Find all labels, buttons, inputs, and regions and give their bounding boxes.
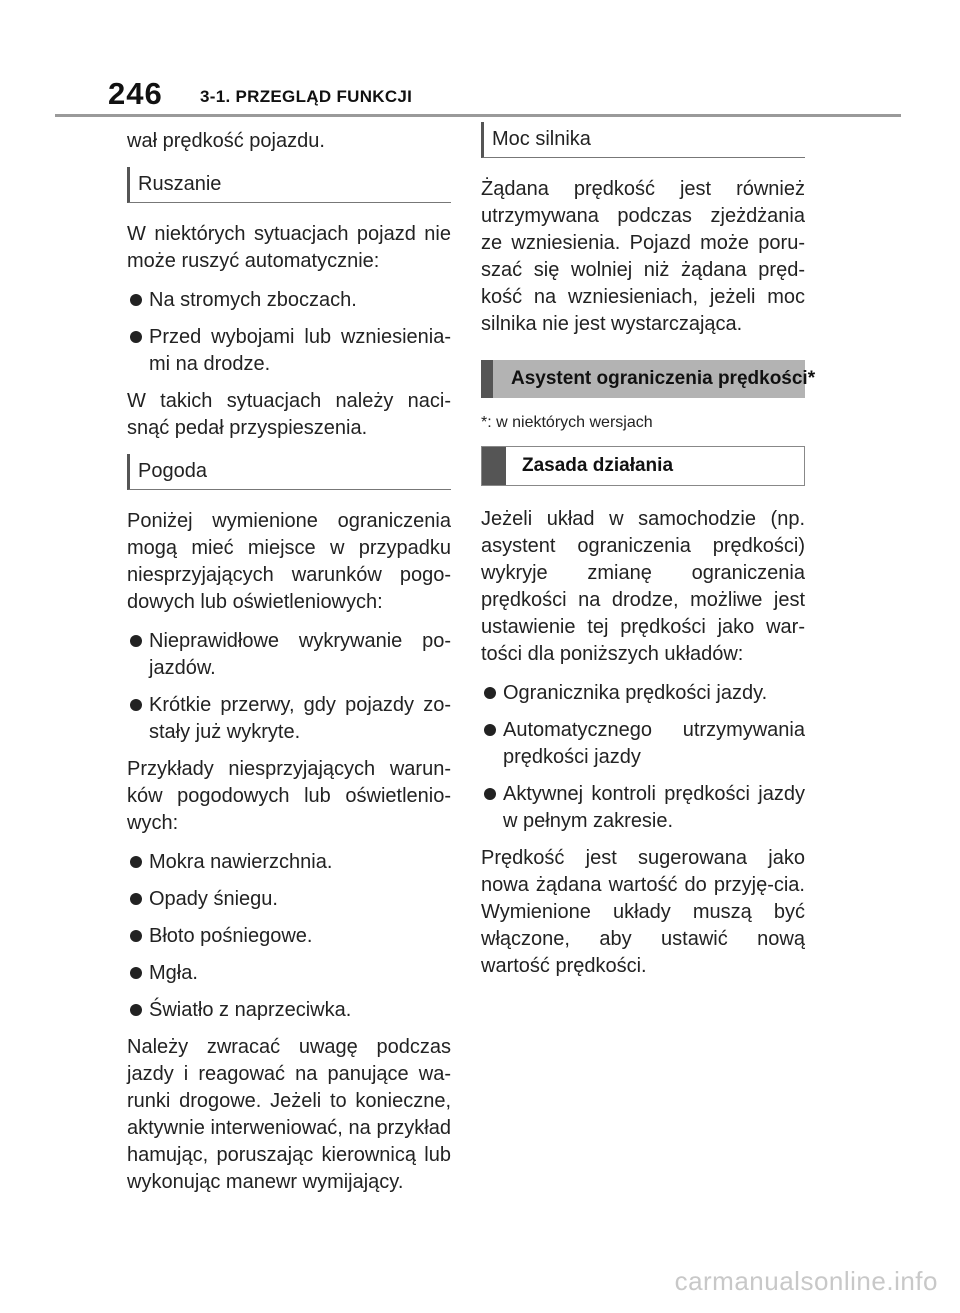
header-rule — [55, 114, 901, 117]
list-item-text: Automatycznego utrzymywania prędkości jazdy — [503, 719, 805, 768]
list-item — [481, 680, 805, 707]
box-heading-text: Zasada działania — [522, 455, 674, 476]
bullet-icon — [130, 294, 142, 306]
principle-text: Jeżeli układ w samochodzie (np. asystent ograniczenia prędkości) wykryje zmianę ograniczenia prędkości na drodze, możliwe jest ustawienie tej prędkości jako war-tości dla poniższych układów: — [481, 508, 805, 665]
bullet-icon — [130, 635, 142, 647]
list-item — [127, 923, 451, 950]
list-item — [127, 886, 451, 913]
list-item-text: Na stromych zboczach. — [149, 289, 357, 311]
list-item-text: Światło z naprzeciwka. — [149, 999, 352, 1021]
section-heading-text: Asystent ograniczenia prędkości* — [511, 368, 816, 389]
closing-text-right: Prędkość jest sugerowana jako nowa żądana wartość do przyję-cia. Wymienione układy muszą być włączone, aby ustawić nową wartość prędkości. — [481, 847, 805, 977]
footnote: *: w niektórych wersjach — [481, 414, 653, 431]
list-item — [127, 628, 451, 682]
list-item-text: Opady śniegu. — [149, 888, 278, 910]
list-item — [481, 717, 805, 771]
subhead-weather: Pogoda — [127, 454, 451, 490]
section-heading — [481, 360, 816, 398]
list-item — [127, 997, 451, 1024]
heading-marker — [481, 360, 493, 398]
bullet-icon — [484, 687, 496, 699]
bullet-icon — [130, 967, 142, 979]
section-title: 3-1. PRZEGLĄD FUNKCJI — [200, 87, 413, 106]
subhead-engine: Moc silnika — [481, 122, 805, 158]
bullet-icon — [130, 331, 142, 343]
box-heading — [481, 446, 805, 486]
example-bullet-list — [127, 849, 451, 1024]
bullet-icon — [130, 699, 142, 711]
list-item — [127, 960, 451, 987]
weather-text: Poniżej wymienione ograniczenia mogą mieć miejsce w przypadku niesprzyjających warunków pogo-dowych lub oświetleniowych: — [127, 510, 451, 613]
list-item-text: Błoto pośniegowe. — [149, 925, 313, 947]
bullet-icon — [130, 1004, 142, 1016]
bullet-icon — [130, 856, 142, 868]
start-bullet-list — [127, 287, 451, 378]
list-item-text: Aktywnej kontroli prędkości jazdy w pełnym zakresie. — [503, 783, 805, 832]
examples-text: Przykłady niesprzyjających warun-ków pogodowych lub oświetlenio-wych: — [127, 758, 451, 834]
bullet-icon — [130, 893, 142, 905]
start-text: W niektórych sytuacjach pojazd nie może ruszyć automatycznie: — [127, 223, 451, 272]
page-number: 246 — [108, 76, 163, 111]
list-item-text: Ogranicznika prędkości jazdy. — [503, 682, 768, 704]
watermark: carmanualsonline.info — [674, 1266, 938, 1296]
list-item-text: Przed wybojami lub wzniesienia-mi na drodze. — [149, 326, 451, 375]
list-item-text: Mgła. — [149, 962, 198, 984]
start-after-text: W takich sytuacjach należy naci-snąć pedał przyspieszenia. — [127, 390, 451, 439]
subhead-start: Ruszanie — [127, 167, 451, 203]
bullet-icon — [130, 930, 142, 942]
list-item — [127, 849, 451, 876]
left-column — [127, 122, 451, 1208]
list-item-text: Mokra nawierzchnia. — [149, 851, 333, 873]
list-item — [481, 781, 805, 835]
list-item-text: Nieprawidłowe wykrywanie po-jazdów. — [149, 630, 451, 679]
right-column — [481, 122, 816, 992]
list-item — [127, 692, 451, 746]
list-item-text: Krótkie przerwy, gdy pojazdy zo-stały już wykryte. — [149, 694, 451, 743]
heading-marker — [482, 447, 506, 485]
bullet-icon — [484, 788, 496, 800]
intro-text: wał prędkość pojazdu. — [127, 130, 325, 152]
weather-bullet-list — [127, 628, 451, 746]
closing-text-left: Należy zwracać uwagę podczas jazdy i reagować na panujące wa-runki drogowe. Jeżeli to konieczne, aktywnie interweniować, na przykład hamując, poruszając kierownicą lub wykonując manewr wymijający. — [127, 1036, 451, 1193]
list-item — [127, 324, 451, 378]
bullet-icon — [484, 724, 496, 736]
principle-bullet-list — [481, 680, 805, 835]
engine-text: Żądana prędkość jest również utrzymywana podczas zjeżdżania ze wzniesienia. Pojazd może poru-szać się wolniej niż żądana pręd-kość na wzniesieniach, jeżeli moc silnika nie jest wystarczająca. — [481, 178, 805, 335]
list-item — [127, 287, 451, 314]
